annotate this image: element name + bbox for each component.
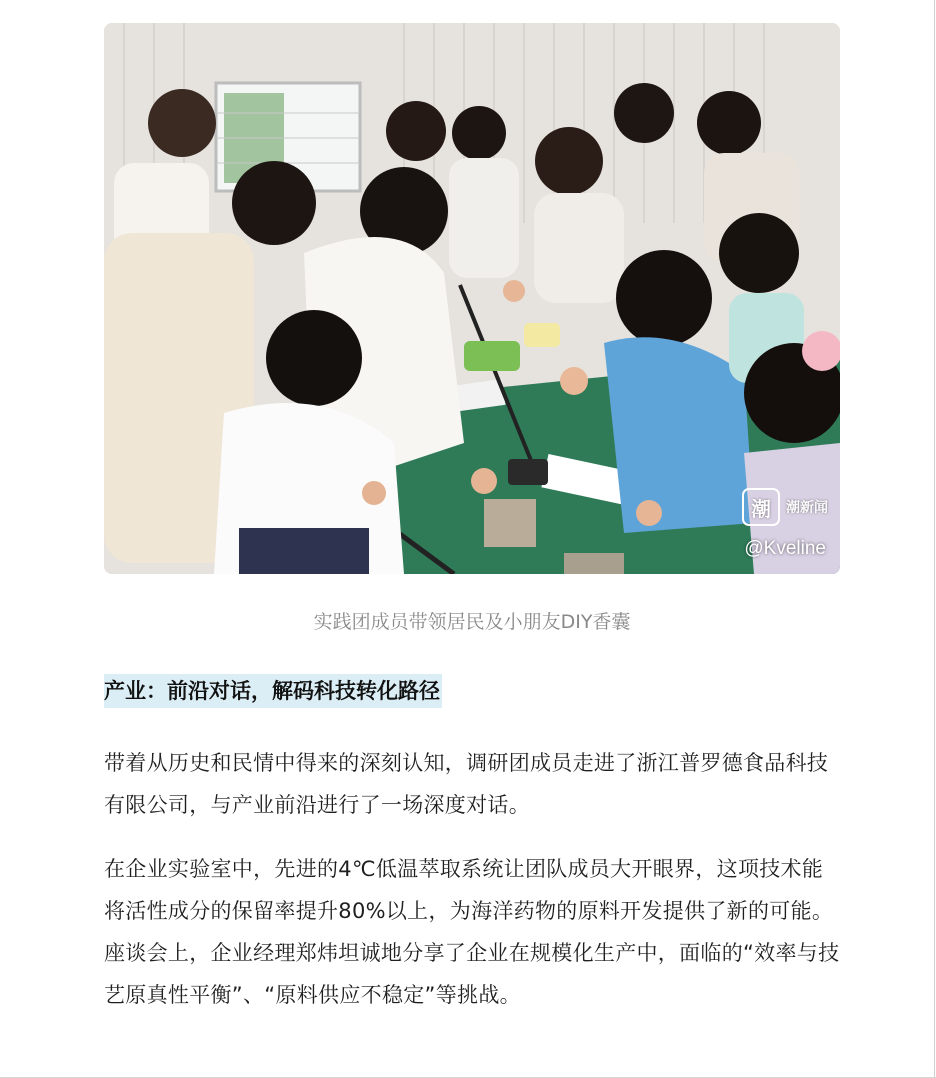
photo-caption: 实践团成员带领居民及小朋友DIY香囊 bbox=[313, 611, 631, 633]
paragraph-2: 在企业实验室中，先进的4℃低温萃取系统让团队成员大开眼界，这项技术能将活性成分的保留率提升80%以上，为海洋药物的原料开发提供了新的可能。座谈会上，企业经理郑炜坦诚地分享了企业在规模化生产中，面临的“效率与技艺原真性平衡”、“原料供应不稳定”等挑战。 bbox=[104, 857, 840, 1007]
article-photo bbox=[104, 23, 840, 574]
article-body bbox=[104, 23, 840, 1016]
watermark-logo bbox=[742, 488, 828, 526]
photo-illustration bbox=[104, 23, 840, 574]
paragraph-1: 带着从历史和民情中得来的深刻认知，调研团成员走进了浙江普罗德食品科技有限公司，与产业前沿进行了一场深度对话。 bbox=[104, 751, 829, 817]
watermark-brand: 潮新闻 bbox=[786, 500, 828, 516]
watermark-handle: @Kveline bbox=[744, 538, 826, 559]
watermark-mark: 潮 bbox=[742, 488, 780, 526]
page-right-border bbox=[934, 0, 935, 1078]
section-heading: 产业：前沿对话，解码科技转化路径 bbox=[104, 674, 442, 708]
